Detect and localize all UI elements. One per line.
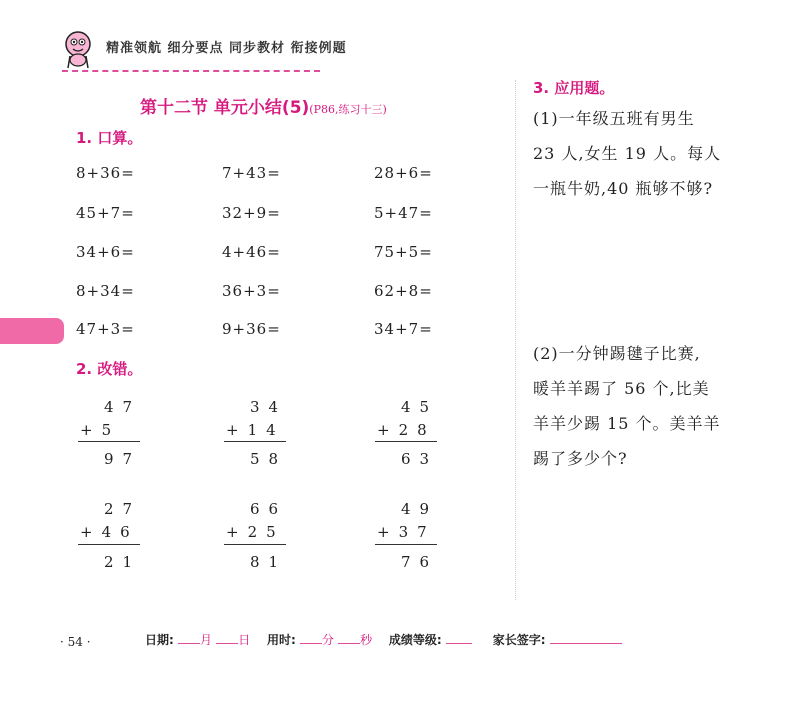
vertical-result: 76 [401,553,439,571]
section1-heading: 1. 口算。 [76,129,143,147]
vertical-top: 49 [401,500,439,518]
vertical-result: 58 [250,450,288,468]
vertical-top: 34 [250,398,288,416]
month-blank[interactable] [178,643,200,644]
vertical-line [375,544,437,545]
oral-calc-item: 36+3= [222,282,281,300]
problem-line: 一瓶牛奶,40 瓶够不够? [533,179,714,198]
oral-calc-item: 5+47= [374,204,433,222]
oral-calc-item: 8+34= [76,282,135,300]
oral-calc-item: 45+7= [76,204,135,222]
oral-calc-item: 28+6= [374,164,433,182]
vertical-top: 45 [401,398,439,416]
date-label: 日期: [145,633,174,647]
page-title [140,93,387,118]
oral-calc-item: 34+7= [374,320,433,338]
problem-line: (2)一分钟踢毽子比赛, [533,344,701,363]
vertical-result: 21 [104,553,142,571]
vertical-bottom: +25 [226,523,285,541]
oral-calc-item: 34+6= [76,243,135,261]
vertical-top: 47 [104,398,142,416]
page-number: · 54 · [60,635,91,649]
vertical-bottom: +46 [80,523,139,541]
second-blank[interactable] [338,643,360,644]
vertical-bottom: +28 [377,421,436,439]
oral-calc-item: 7+43= [222,164,281,182]
grade-label: 成绩等级: [388,633,442,647]
vertical-result: 81 [250,553,288,571]
banner-text: 精准领航 细分要点 同步教材 衔接例题 [106,41,347,56]
vertical-line [78,544,140,545]
mascot-icon [58,28,102,72]
oral-calc-item: 8+36= [76,164,135,182]
oral-calc-item: 32+9= [222,204,281,222]
word-problem-1 [533,101,721,206]
side-tab [0,318,64,344]
problem-line: 暖羊羊踢了 56 个,比美 [533,379,710,398]
section3-heading: 3. 应用题。 [533,79,615,97]
month-label: 月 [200,633,213,647]
problem-line: (1)一年级五班有男生 [533,109,695,128]
minute-label: 分 [321,633,334,647]
minute-blank[interactable] [300,643,322,644]
vertical-top: 27 [104,500,142,518]
sign-blank[interactable] [550,643,622,644]
second-label: 秒 [360,633,373,647]
title-main: 第十二节 单元小结(5) [140,98,310,118]
day-blank[interactable] [216,643,238,644]
oral-calc-item: 62+8= [374,282,433,300]
problem-line: 羊羊少踢 15 个。美羊羊 [533,414,721,433]
oral-calc-item: 9+36= [222,320,281,338]
vertical-line [224,441,286,442]
title-reference: (P86,练习十三) [309,103,387,116]
vertical-line [224,544,286,545]
oral-calc-item: 75+5= [374,243,433,261]
vertical-bottom: +14 [226,421,285,439]
grade-blank[interactable] [446,643,472,644]
vertical-top: 66 [250,500,288,518]
banner-divider [62,70,320,72]
vertical-result: 97 [104,450,142,468]
problem-line: 23 人,女生 19 人。每人 [533,144,722,163]
time-label: 用时: [266,633,296,647]
vertical-bottom: +5 [80,421,121,439]
vertical-line [78,441,140,442]
sign-label: 家长签字: [492,633,546,647]
vertical-bottom: +37 [377,523,436,541]
footer-fields [145,631,622,648]
vertical-result: 63 [401,450,439,468]
word-problem-2 [533,336,721,476]
day-label: 日 [238,633,251,647]
vertical-line [375,441,437,442]
section2-heading: 2. 改错。 [76,360,143,378]
problem-line: 踢了多少个? [533,449,628,468]
oral-calc-item: 4+46= [222,243,281,261]
oral-calc-item: 47+3= [76,320,135,338]
column-divider [515,80,516,600]
